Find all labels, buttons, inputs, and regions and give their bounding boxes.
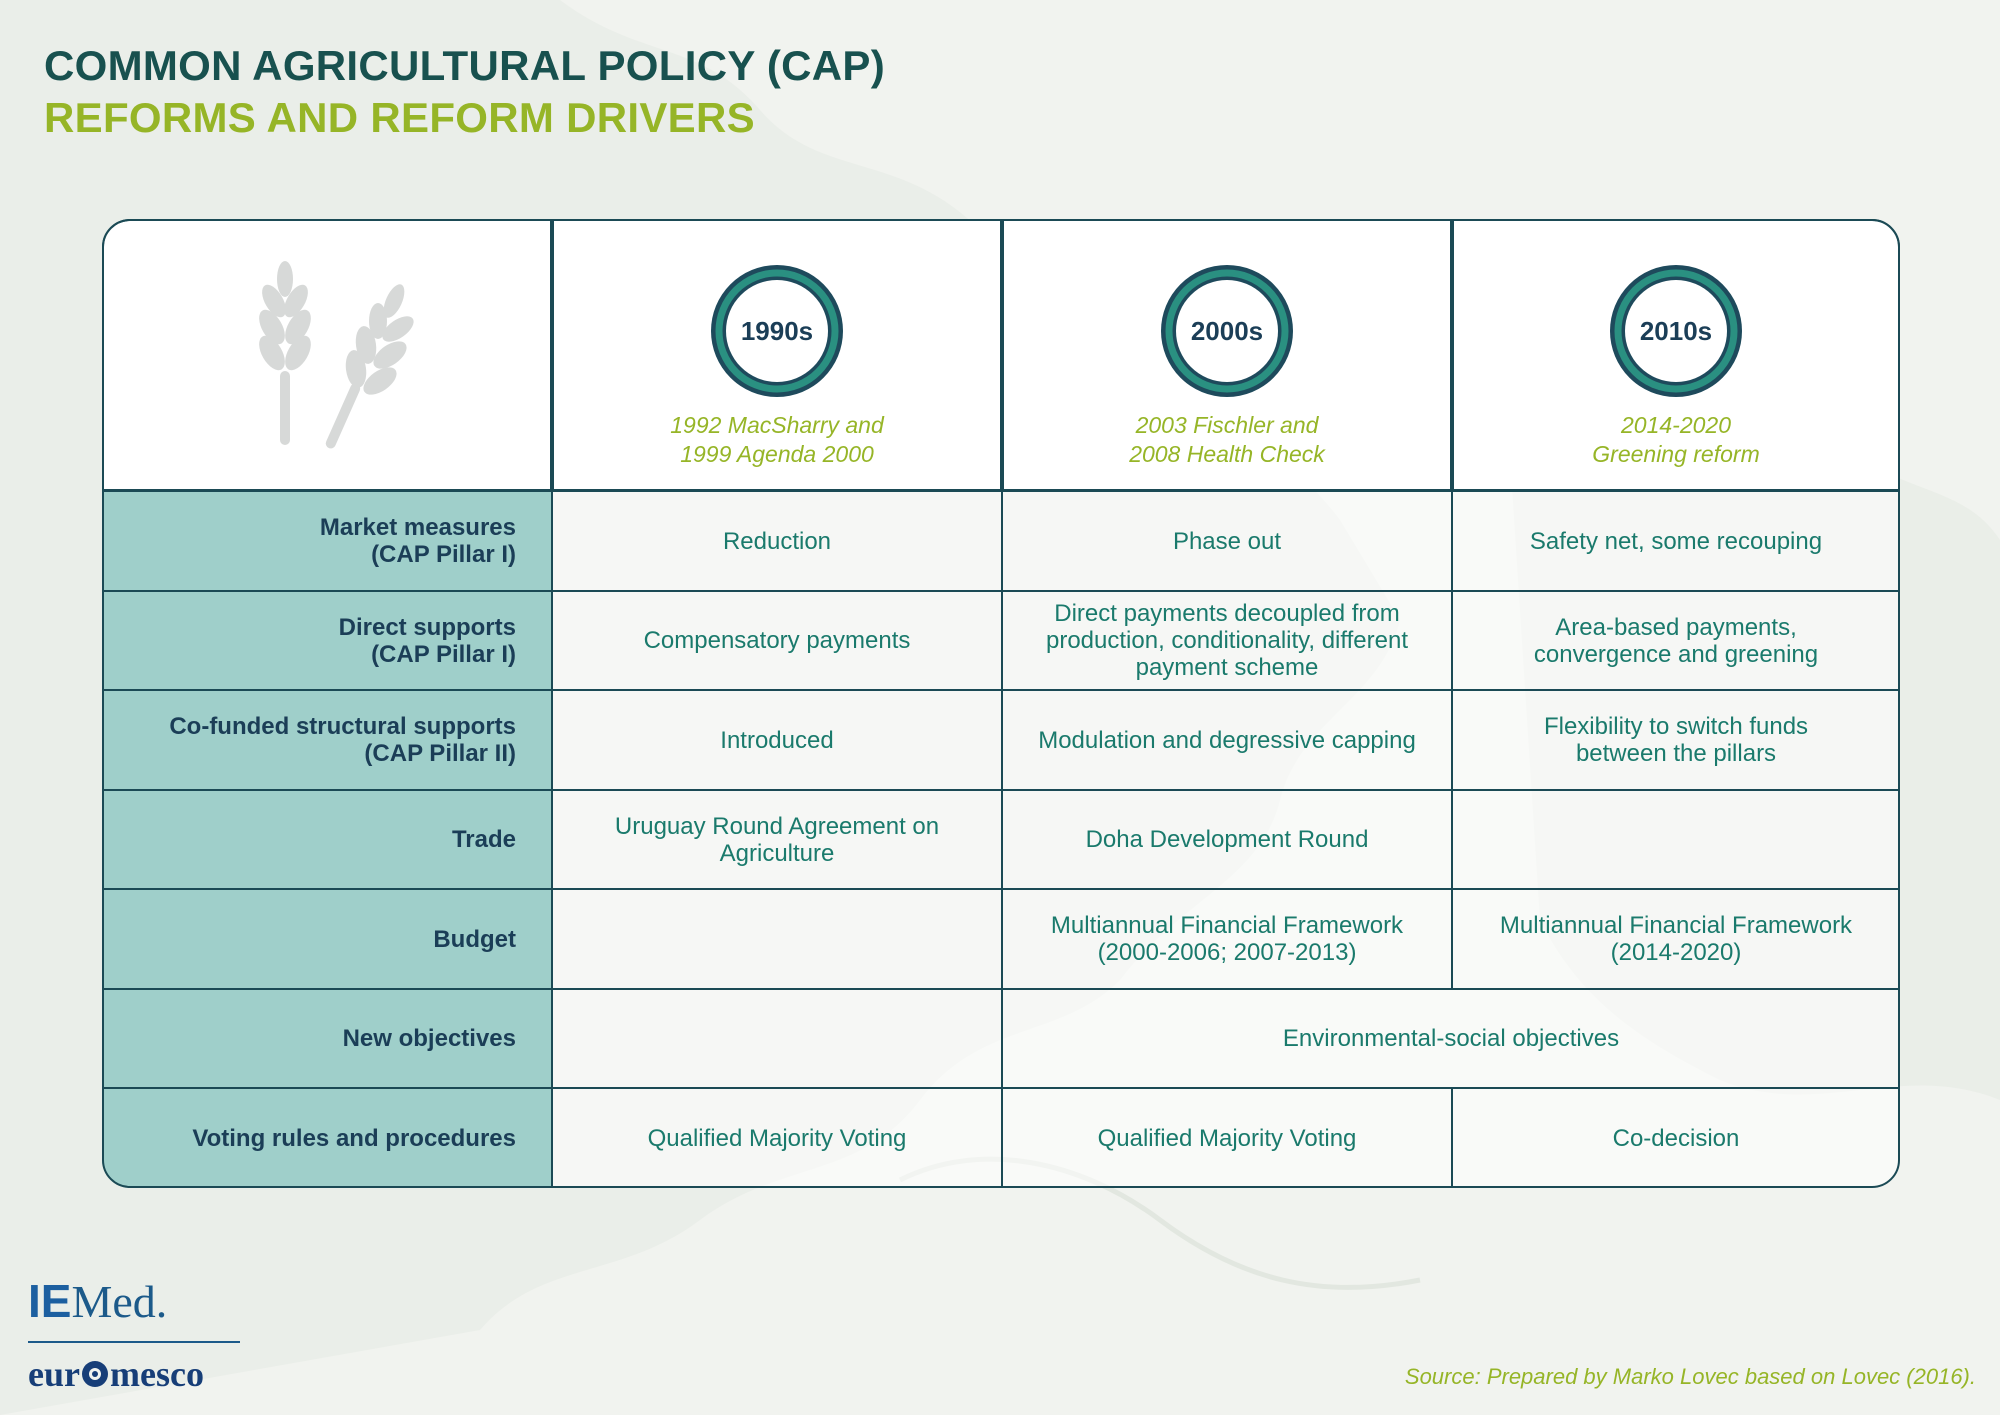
title-line-2: REFORMS AND REFORM DRIVERS: [44, 94, 755, 141]
table-cell: Area-based payments, convergence and greening: [1533, 613, 1819, 668]
globe-icon: [80, 1359, 110, 1389]
table-cell: Multiannual Financial Framework (2000-2006; 2007-2013): [1050, 912, 1404, 966]
table-cell: Uruguay Round Agreement on Agriculture: [614, 812, 940, 867]
column-divider: [1451, 219, 1453, 989]
column-divider: [1001, 219, 1003, 1188]
table-cell: [1452, 790, 1900, 889]
table-cell: Co-decision: [1612, 1124, 1740, 1152]
decade-label: 1990s: [740, 315, 814, 346]
header-1990s: [552, 219, 1002, 491]
wheat-icon: [234, 261, 434, 451]
column-divider: [1451, 1088, 1453, 1188]
table-cell: Direct payments decoupled from production, conditionality, different payment scheme: [1045, 600, 1408, 681]
row-label-market-measures: Market measures (CAP Pillar I): [319, 514, 516, 568]
page-title: [44, 40, 885, 144]
table-cell: Qualified Majority Voting: [1097, 1124, 1357, 1152]
row-label-budget: Budget: [433, 925, 516, 953]
title-line-1: COMMON AGRICULTURAL POLICY (CAP): [44, 42, 886, 89]
decade-label: 2010s: [1639, 315, 1713, 346]
table-cell: Modulation and degressive capping: [1038, 726, 1416, 754]
table-cell: Compensatory payments: [643, 627, 911, 654]
decade-badge-2010s: [1608, 263, 1744, 399]
logos: [28, 1276, 240, 1395]
header-2010s: [1452, 219, 1900, 491]
table-cell: [552, 889, 1002, 989]
row-label-direct-supports: Direct supports (CAP Pillar I): [338, 613, 516, 668]
row-label-structural-supports: Co-funded structural supports (CAP Pillar II): [169, 713, 516, 767]
table-cell: Flexibility to switch funds between the pillars: [1543, 713, 1809, 767]
decade-badge-2000s: [1159, 263, 1295, 399]
header-2000s: [1002, 219, 1452, 491]
table-cell: Reduction: [722, 527, 832, 555]
table-cell: Qualified Majority Voting: [647, 1124, 907, 1152]
table-cell: Multiannual Financial Framework (2014-2020): [1499, 912, 1853, 966]
column-divider: [551, 219, 553, 1188]
source-note: Source: Prepared by Marko Lovec based on Lovec (2016).: [1404, 1364, 1976, 1389]
row-label-voting-rules: Voting rules and procedures: [192, 1124, 516, 1152]
table-cell-merged: Environmental-social objectives: [1282, 1025, 1620, 1052]
reform-name: 2003 Fischler and 2008 Health Check: [1129, 412, 1325, 467]
euromesco-logo: eur mesco: [28, 1354, 204, 1394]
reform-table: [102, 219, 1900, 1188]
table-cell: Phase out: [1172, 527, 1282, 555]
reform-name: 2014-2020 Greening reform: [1592, 412, 1760, 467]
logo-divider: [28, 1341, 240, 1343]
table-cell: Introduced: [720, 726, 834, 754]
iemed-logo: IEMed.: [28, 1275, 168, 1327]
row-label-new-objectives: New objectives: [342, 1025, 516, 1052]
table-cell: Doha Development Round: [1085, 826, 1369, 853]
decade-badge-1990s: [709, 263, 845, 399]
table-cell: [552, 989, 1002, 1088]
row-label-trade: Trade: [451, 826, 516, 853]
reform-name: 1992 MacSharry and 1999 Agenda 2000: [670, 412, 884, 467]
header-corner: [102, 219, 552, 491]
decade-label: 2000s: [1190, 315, 1264, 346]
table-cell: Safety net, some recouping: [1529, 527, 1823, 555]
